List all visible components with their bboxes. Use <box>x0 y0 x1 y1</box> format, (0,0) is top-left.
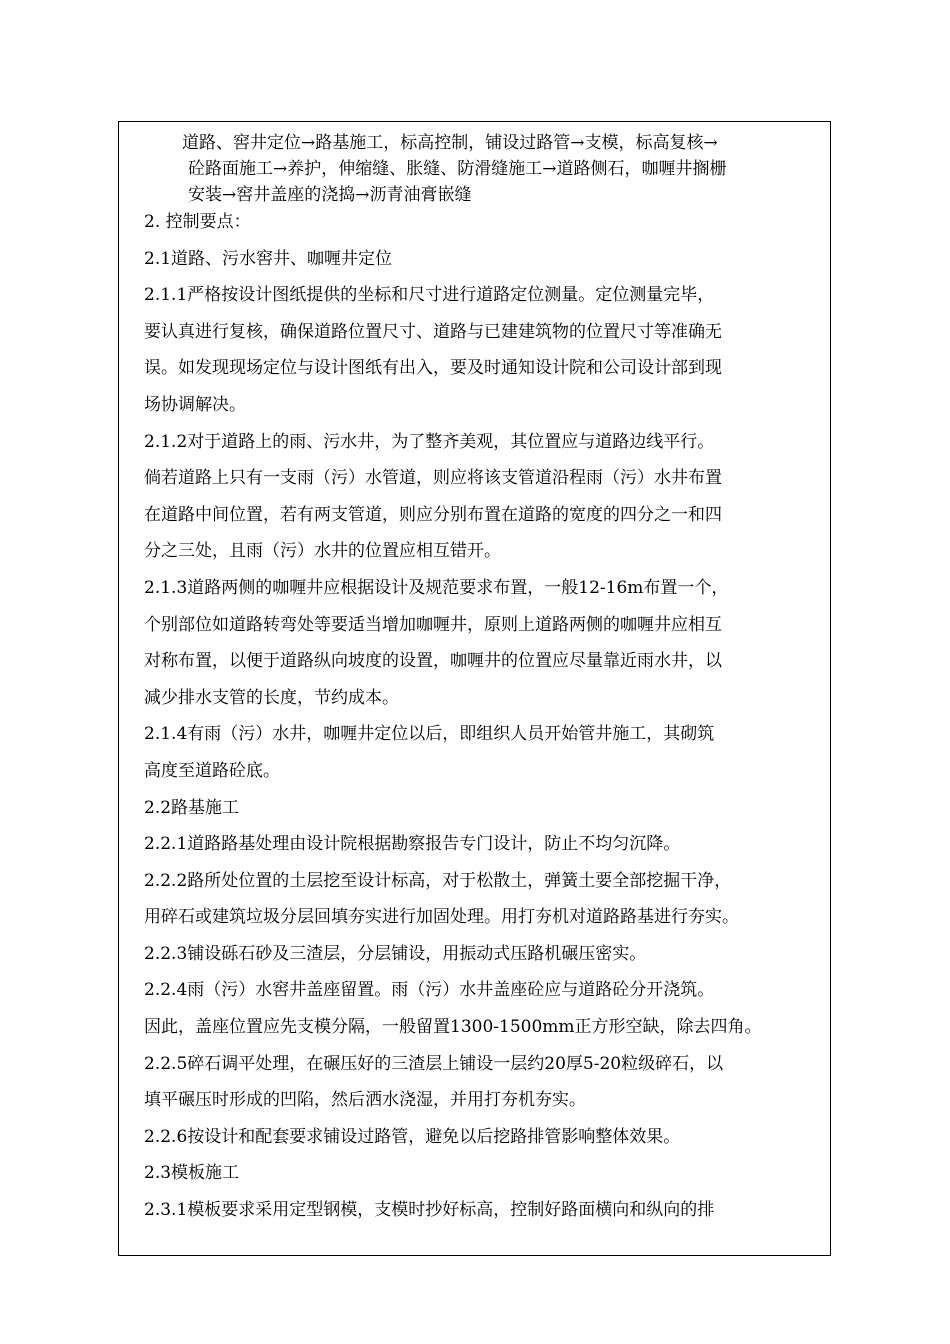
flow-line-1: 道路、窖井定位→路基施工，标高控制，铺设过路管→支模，标高复核→ <box>182 133 718 153</box>
text-line: 2.1.1严格按设计图纸提供的坐标和尺寸进行道路定位测量。定位测量完毕， <box>144 285 715 306</box>
text-line: 因此，盖座位置应先支模分隔，一般留置1300-1500mm正方形空缺，除去四角。 <box>144 1017 762 1038</box>
text-line: 2.1.4有雨（污）水井，咖喱井定位以后，即组织人员开始管井施工，其砌筑 <box>144 724 715 745</box>
body-text <box>144 204 806 1229</box>
text-line: 在道路中间位置，若有两支管道，则应分别布置在道路的宽度的四分之一和四 <box>144 504 722 525</box>
text-line: 对称布置，以便于道路纵向坡度的设置，咖喱井的位置应尽量靠近雨水井，以 <box>144 651 722 672</box>
text-line: 倘若道路上只有一支雨（污）水管道，则应将该支管道沿程雨（污）水井布置 <box>144 468 722 489</box>
text-line: 个别部位如道路转弯处等要适当增加咖喱井，原则上道路两侧的咖喱井应相互 <box>144 614 722 635</box>
text-line: 2.2路基施工 <box>144 797 240 818</box>
text-line: 2. 控制要点： <box>144 212 251 232</box>
text-line: 2.2.3铺设砾石砂及三渣层，分层铺设，用振动式压路机碾压密实。 <box>144 943 647 964</box>
text-line: 误。如发现现场定位与设计图纸有出入，要及时通知设计院和公司设计部到现 <box>144 358 722 379</box>
text-line: 减少排水支管的长度，节约成本。 <box>144 687 399 708</box>
text-line: 分之三处，且雨（污）水井的位置应相互错开。 <box>144 541 501 562</box>
text-line: 2.2.5碎石调平处理，在碾压好的三渣层上铺设一层约20厚5-20粒级碎石，以 <box>144 1053 724 1074</box>
text-line: 填平碾压时形成的凹陷，然后洒水浇湿，并用打夯机夯实。 <box>144 1090 586 1111</box>
flow-line-2: 砼路面施工→养护，伸缩缝、胀缝、防滑缝施工→道路侧石，咖喱井搁栅 <box>188 159 727 179</box>
text-line: 场协调解决。 <box>144 394 246 415</box>
text-line: 2.2.1道路路基处理由设计院根据勘察报告专门设计，防止不均匀沉降。 <box>144 834 681 855</box>
text-line: 2.1.3道路两侧的咖喱井应根据设计及规范要求布置，一般12-16m布置一个， <box>144 577 729 598</box>
text-line: 要认真进行复核，确保道路位置尺寸、道路与已建建筑物的位置尺寸等准确无 <box>144 321 722 342</box>
text-line: 2.1.2对于道路上的雨、污水井，为了整齐美观，其位置应与道路边线平行。 <box>144 431 715 452</box>
text-line: 2.2.4雨（污）水窖井盖座留置。雨（污）水井盖座砼应与道路砼分开浇筑。 <box>144 980 715 1001</box>
text-line: 用碎石或建筑垃圾分层回填夯实进行加固处理。用打夯机对道路路基进行夯实。 <box>144 907 739 928</box>
flow-line-3: 安装→窖井盖座的浇捣→沥青油膏嵌缝 <box>188 185 472 205</box>
text-line: 2.3模板施工 <box>144 1163 240 1184</box>
text-line: 2.3.1模板要求采用定型钢模，支模时抄好标高，控制好路面横向和纵向的排 <box>144 1200 715 1221</box>
text-line: 高度至道路砼底。 <box>144 760 280 781</box>
text-line: 2.1道路、污水窖井、咖喱井定位 <box>144 248 393 269</box>
text-line: 2.2.6按设计和配套要求铺设过路管，避免以后挖路排管影响整体效果。 <box>144 1126 681 1147</box>
text-line: 2.2.2路所处位置的土层挖至设计标高，对于松散土，弹簧土要全部挖掘干净， <box>144 870 732 891</box>
